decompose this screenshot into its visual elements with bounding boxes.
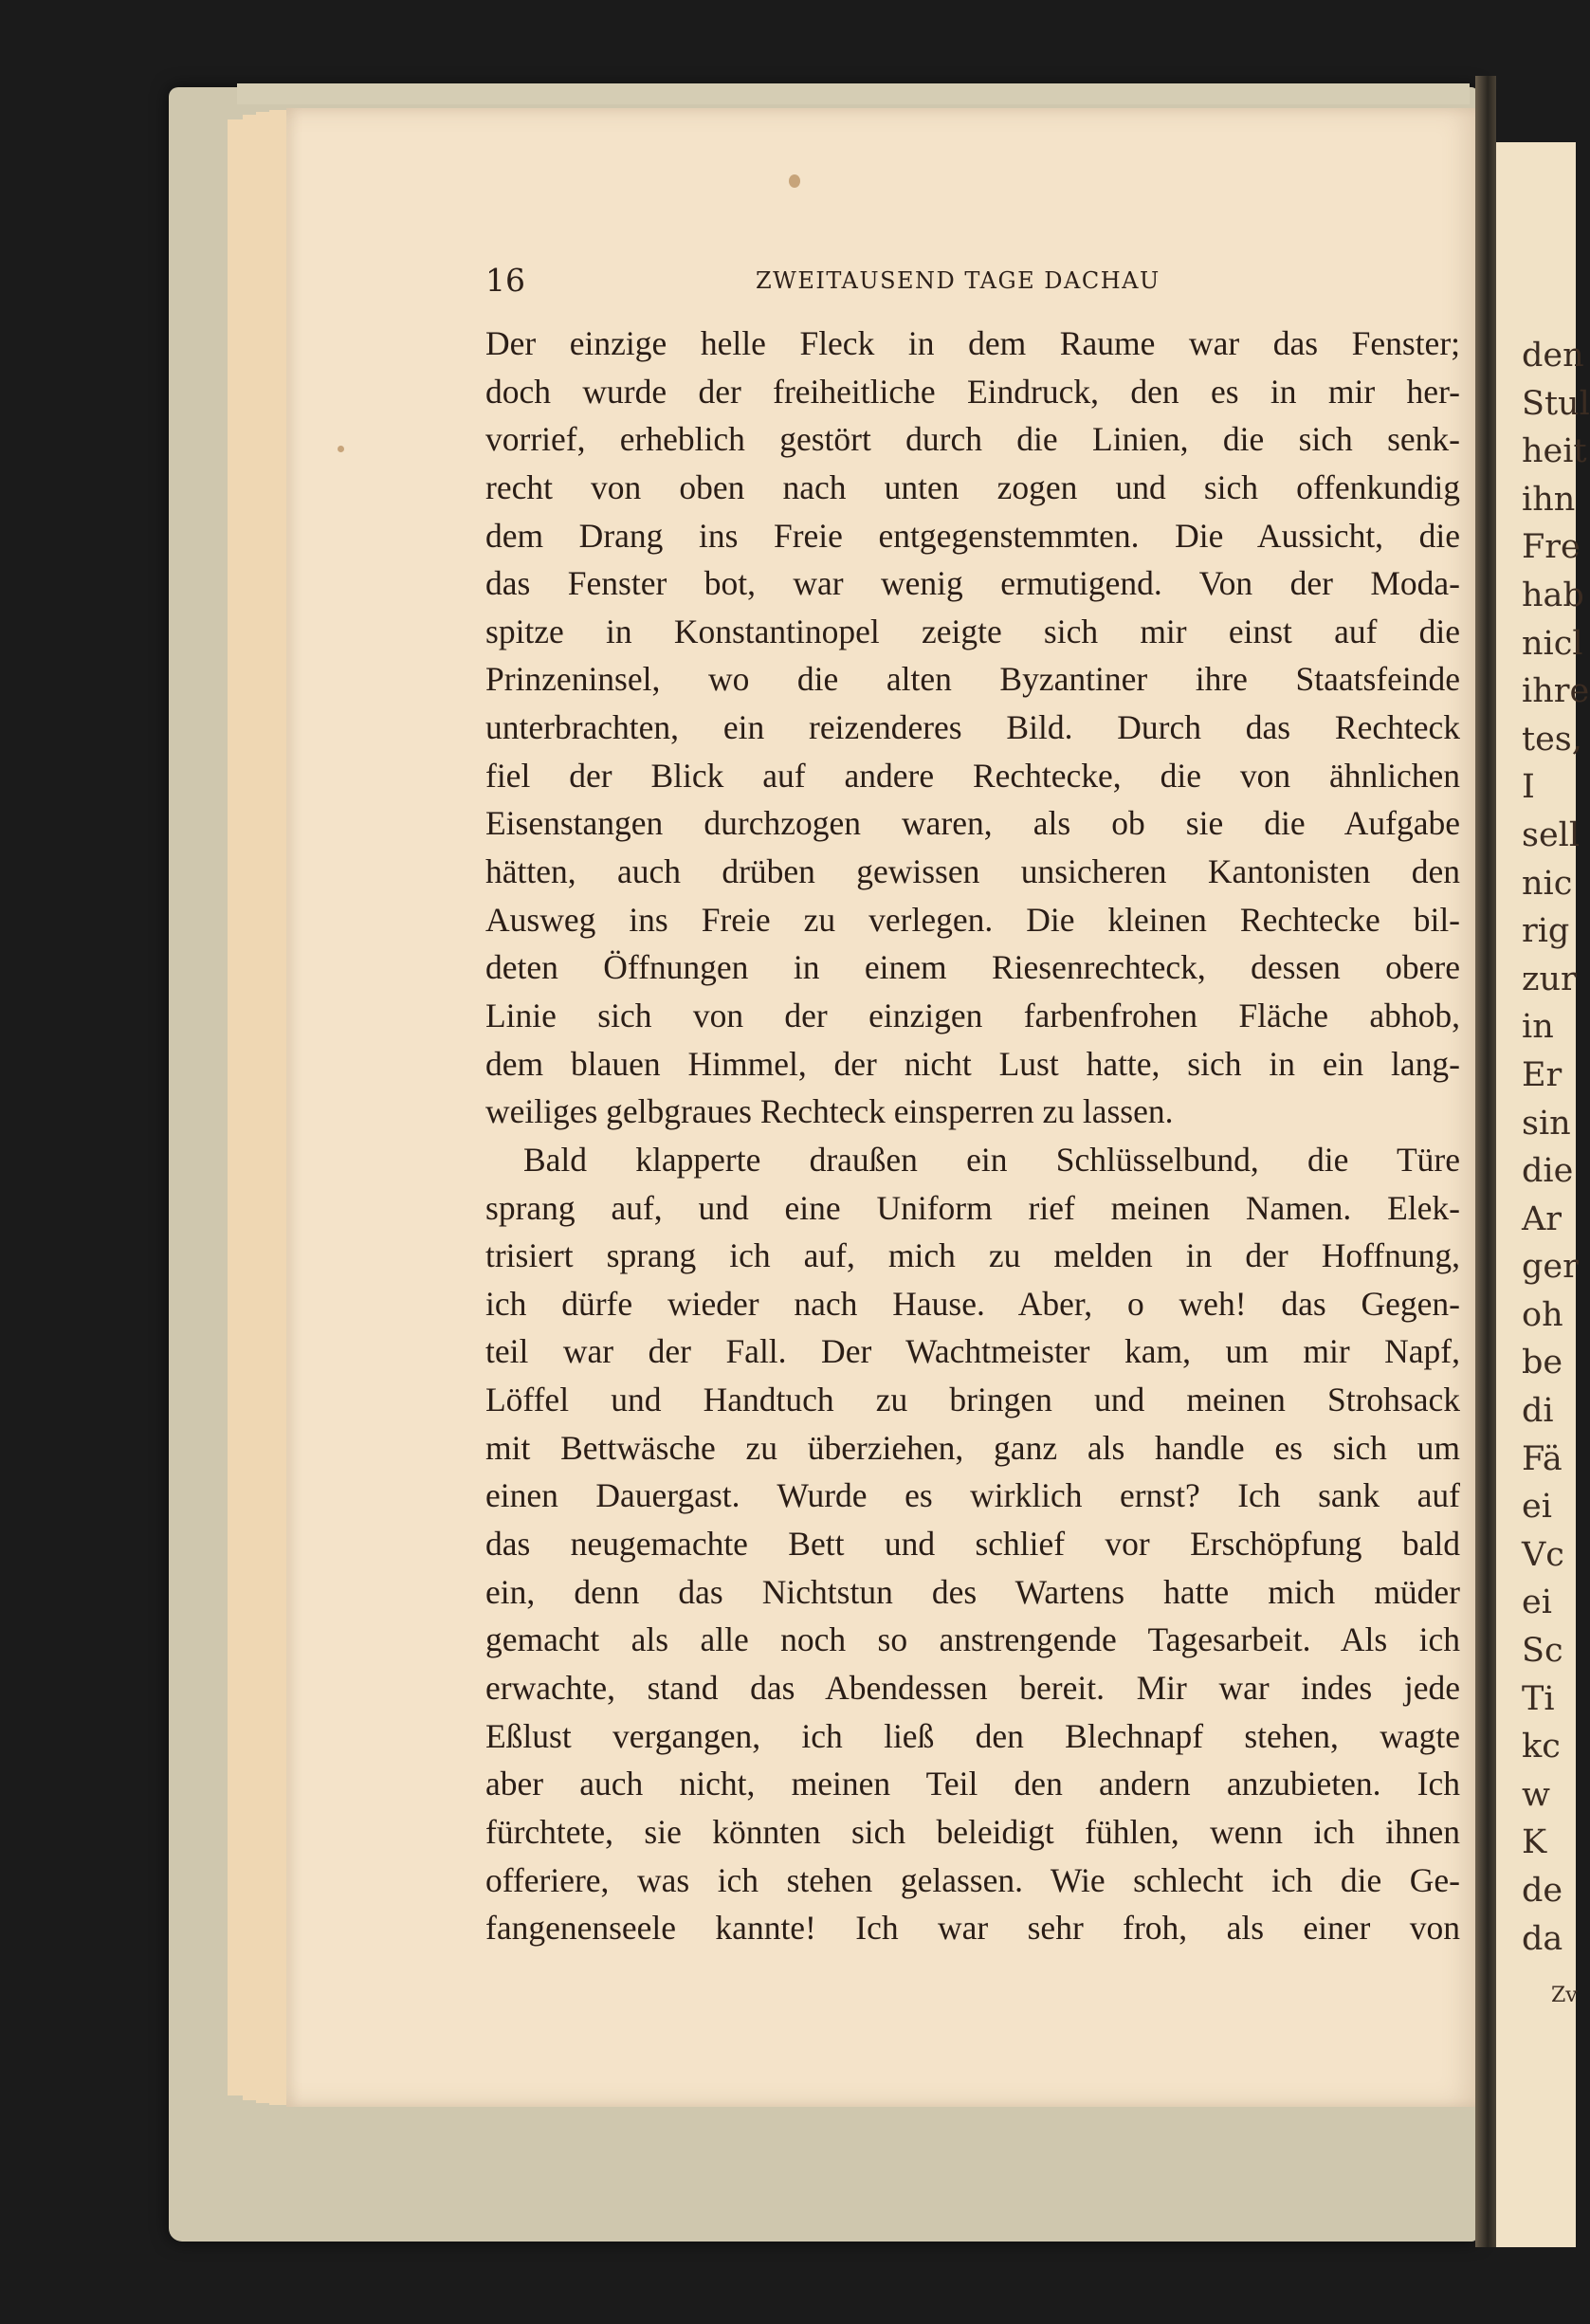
text-line: fangenenseele kannte! Ich war sehr froh, als einer von — [485, 1909, 1460, 1948]
body-text — [485, 320, 1460, 1952]
next-page-line: Ar — [1522, 1199, 1563, 1238]
next-page-line: nicl — [1522, 624, 1583, 663]
text-line: unterbrachten, ein reizenderes Bild. Durch das Rechteck — [485, 708, 1460, 747]
next-page-text-fragments — [1522, 332, 1590, 1963]
text-line: Eisenstangen durchzogen waren, als ob sie die Aufgabe — [485, 804, 1460, 843]
text-line: Ausweg ins Freie zu verlegen. Die kleinen Rechtecke bil- — [485, 900, 1460, 939]
next-page-line: Fä — [1522, 1439, 1563, 1478]
text-line: doch wurde der freiheitliche Eindruck, den es in mir her- — [485, 372, 1460, 411]
text-line: Linie sich von der einzigen farbenfrohen Fläche abhob, — [485, 996, 1460, 1034]
next-page-line: Fre — [1522, 528, 1581, 567]
text-line: sprang auf, und eine Uniform rief meinen Namen. Elek- — [485, 1188, 1460, 1227]
next-page-line: be — [1522, 1344, 1563, 1382]
next-page-line: rig — [1522, 912, 1570, 951]
running-title: ZWEITAUSEND TAGE DACHAU — [756, 267, 1161, 294]
next-page-line: Er — [1522, 1055, 1563, 1094]
text-line: offeriere, was ich stehen gelassen. Wie schlecht ich die Ge- — [485, 1860, 1460, 1899]
text-line: das Fenster bot, war wenig ermutigend. Von der Moda- — [485, 564, 1460, 603]
text-line: teil war der Fall. Der Wachtmeister kam, um mir Napf, — [485, 1332, 1460, 1371]
next-page-line: da — [1522, 1919, 1563, 1958]
next-page-line: kc — [1522, 1728, 1561, 1766]
text-line: das neugemachte Bett und schlief vor Erschöpfung bald — [485, 1525, 1460, 1564]
text-line: deten Öffnungen in einem Riesenrechteck, dessen obere — [485, 948, 1460, 987]
next-page-line: sin — [1522, 1104, 1571, 1143]
text-line: fiel der Blick auf andere Rechtecke, die von ähnlichen — [485, 756, 1460, 795]
next-page-line: ger — [1522, 1248, 1579, 1287]
paper-spot — [789, 174, 800, 188]
paper-spot — [338, 446, 344, 452]
text-line: Bald klapperte draußen ein Schlüsselbund, die Türe — [523, 1140, 1460, 1179]
next-page-line: die — [1522, 1152, 1574, 1191]
next-page-line: ihn — [1522, 480, 1576, 519]
next-page-line: den — [1522, 337, 1584, 375]
next-page-line: Vc — [1522, 1535, 1564, 1574]
page-number: 16 — [485, 262, 525, 299]
text-line: gemacht als alle noch so anstrengende Tagesarbeit. Als ich — [485, 1620, 1460, 1659]
next-page-line: K — [1522, 1823, 1547, 1862]
text-line: Löffel und Handtuch zu bringen und meinen Strohsack — [485, 1381, 1460, 1419]
text-line: aber auch nicht, meinen Teil den andern anzubieten. Ich — [485, 1765, 1460, 1803]
next-page-line: de — [1522, 1872, 1563, 1910]
next-page-line: hab — [1522, 576, 1584, 614]
next-page-footer-fragment: Zv — [1551, 1984, 1578, 2007]
text-line: vorrief, erheblich gestört durch die Linien, die sich senk- — [485, 420, 1460, 459]
next-page-line: tes, — [1522, 720, 1582, 759]
next-page-line: oh — [1522, 1295, 1563, 1334]
next-page-line: sell — [1522, 815, 1581, 854]
text-line: ich dürfe wieder nach Hause. Aber, o weh! das Gegen- — [485, 1284, 1460, 1323]
text-line: trisiert sprang ich auf, mich zu melden in der Hoffnung, — [485, 1236, 1460, 1275]
cover-top-strip — [237, 83, 1470, 104]
text-line: Der einzige helle Fleck in dem Raume war das Fenster; — [485, 324, 1460, 362]
text-line: Prinzeninsel, wo die alten Byzantiner ihre Staatsfeinde — [485, 660, 1460, 699]
next-page-line: Stul — [1522, 384, 1590, 423]
text-line: dem Drang ins Freie entgegenstemmten. Die Aussicht, die — [485, 516, 1460, 555]
text-line: Eßlust vergangen, ich ließ den Blechnapf stehen, wagte — [485, 1716, 1460, 1755]
next-page-line: ei — [1522, 1583, 1552, 1622]
text-line: spitze in Konstantinopel zeigte sich mir einst auf die — [485, 612, 1460, 650]
text-line: einen Dauergast. Wurde es wirklich ernst? Ich sank auf — [485, 1476, 1460, 1515]
text-line: recht von oben nach unten zogen und sich offenkundig — [485, 467, 1460, 506]
next-page-line: in — [1522, 1008, 1554, 1047]
text-line: dem blauen Himmel, der nicht Lust hatte, sich in ein lang- — [485, 1044, 1460, 1083]
book-gutter — [1475, 76, 1496, 2247]
next-page-line: I — [1522, 768, 1535, 807]
next-page-line: di — [1522, 1392, 1554, 1431]
text-line: weiliges gelbgraues Rechteck einsperren zu lassen. — [485, 1092, 1174, 1131]
next-page-line: ei — [1522, 1488, 1552, 1527]
next-page-line: zur — [1522, 960, 1577, 998]
page-header — [485, 262, 1460, 300]
next-page-line: Ti — [1522, 1679, 1555, 1718]
next-page-line: w — [1522, 1775, 1550, 1814]
next-page-line: Sc — [1522, 1632, 1563, 1671]
text-line: fürchtete, sie könnten sich beleidigt fühlen, wenn ich ihnen — [485, 1812, 1460, 1851]
next-page-line: ihre — [1522, 672, 1590, 711]
text-line: hätten, auch drüben gewissen unsicheren Kantonisten den — [485, 852, 1460, 891]
next-page-line: heit — [1522, 432, 1587, 471]
next-page-line: nic — [1522, 864, 1573, 903]
text-line: mit Bettwäsche zu überziehen, ganz als handle es sich um — [485, 1428, 1460, 1467]
text-line: erwachte, stand das Abendessen bereit. Mir war indes jede — [485, 1668, 1460, 1707]
text-line: ein, denn das Nichtstun des Wartens hatte mich müder — [485, 1572, 1460, 1611]
